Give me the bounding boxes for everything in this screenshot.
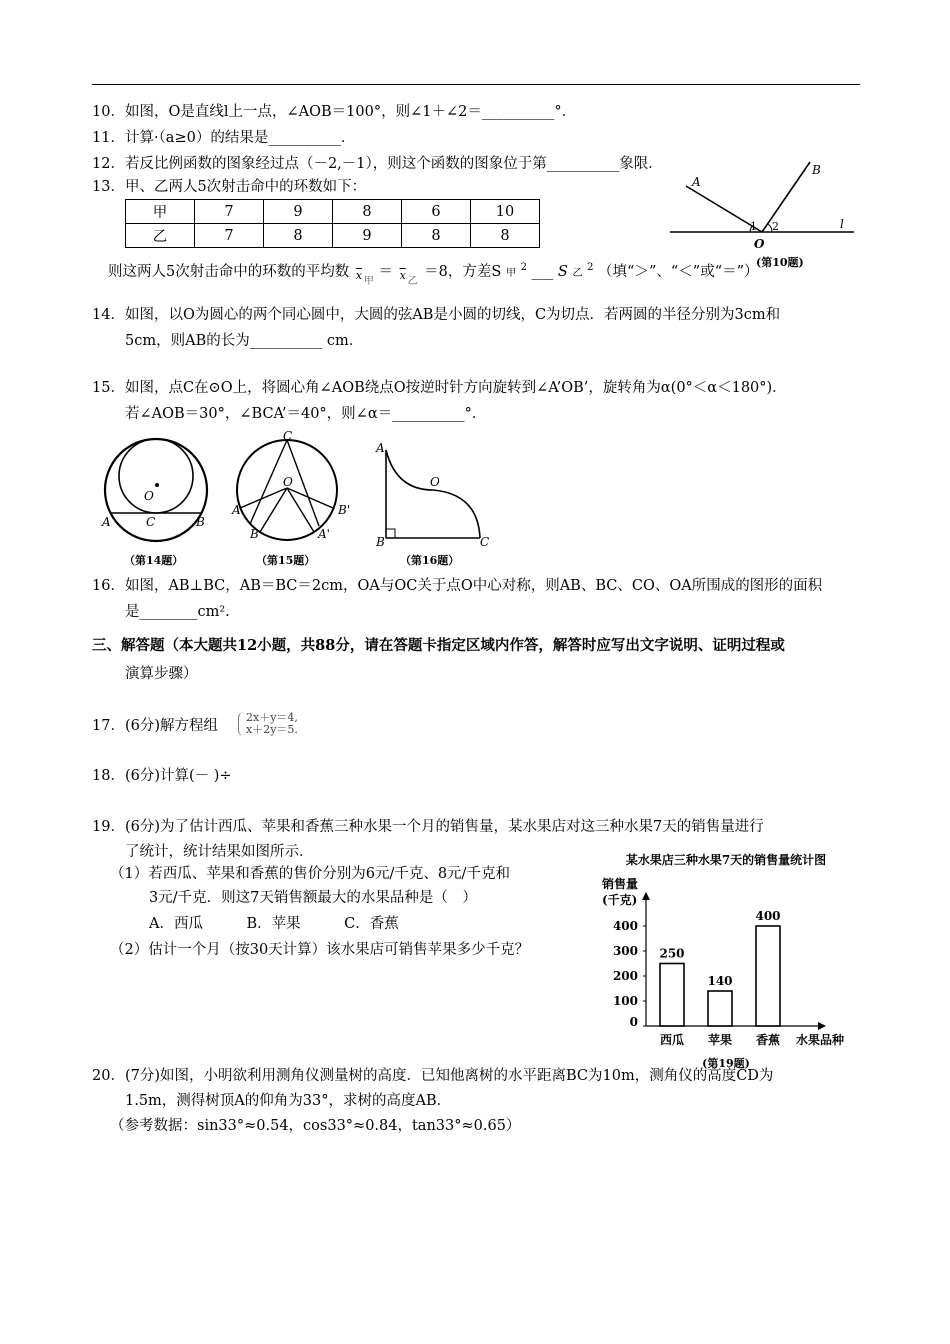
bar-value-label: 140 (707, 974, 733, 988)
label-A-prime: A' (318, 527, 330, 541)
section-3-heading: 三、解答题（本大题共12小题，共88分，请在答题卡指定区域内作答，解答时应写出文字说明、证明过程或 (92, 637, 785, 654)
y-tick-label: 0 (629, 1015, 638, 1029)
question-19-line2: 了统计，统计结果如图所示． (125, 844, 314, 860)
category-label: 西瓜 (659, 1033, 685, 1047)
y-tick-label: 100 (612, 994, 638, 1008)
label-A: A (692, 175, 701, 189)
label-C: C (146, 515, 156, 529)
table-cell: 9 (264, 200, 333, 224)
question-19-options: A．西瓜 B．苹果 C．香蕉 (149, 916, 399, 932)
question-15-line1: 15．如图，点C在⊙O上，将圆心角∠AOB绕点O按逆时针方向旋转到∠A’OB’，旋转角为α(0°＜α＜180°)． (92, 380, 787, 396)
bar (708, 991, 732, 1026)
label-O: O (430, 475, 440, 489)
table-cell: 8 (333, 200, 402, 224)
y-tick-label: 300 (612, 944, 638, 958)
y-axis-label: 销售量 (602, 877, 639, 891)
caption-fig15: （第15题） (256, 554, 316, 567)
label-A: A (102, 515, 111, 529)
question-16-line1: 16．如图，AB⊥BC，AB＝BC＝2cm，OA与OC关于点O中心对称，则AB、BC、CO、OA所围成的图形的面积 (92, 578, 823, 594)
question-14-line1: 14．如图，以O为圆心的两个同心圆中，大圆的弦AB是小圆的切线，C为切点．若两圆的半径分别为3cm和 (92, 307, 781, 323)
figure-14 (101, 439, 207, 567)
chart-caption: (第19题) (702, 1057, 750, 1070)
question-19-line1: 19．(6分)为了估计西瓜、苹果和香蕉三种水果一个月的销售量，某水果店对这三种水果7天的销售量进行 (92, 819, 764, 835)
figures-row (100, 428, 520, 576)
table-cell: 8 (471, 224, 540, 248)
question-10: 10．如图，O是直线l上一点，∠AOB＝100°，则∠1＋∠2＝__________°． (92, 104, 577, 120)
section-3-heading-cont: 演算步骤） (125, 666, 198, 682)
figure-10 (668, 150, 858, 270)
label-B: B (812, 163, 821, 177)
label-C: C (283, 429, 293, 443)
question-14-line2: 5cm，则AB的长为__________ cm． (125, 333, 364, 349)
question-13-conclusion: 则这两人5次射击命中的环数的平均数 $\overline{x}$ 甲 ＝ $\overline{x}$ 乙 ＝8，方差S 甲 $^2$ ___ S 乙 $^2$ （填“＞”、“＜”或“＝”） (108, 262, 759, 287)
question-16-line2: 是________cm². (125, 604, 230, 620)
table-row (126, 200, 540, 224)
y-tick-label: 200 (612, 969, 638, 983)
label-A: A (376, 441, 385, 455)
label-angle-2: 2 (772, 220, 779, 233)
y-axis-arrow (642, 892, 650, 900)
question-18: 18．(6分)计算(－ )÷ (92, 768, 232, 784)
question-20-line3: （参考数据：sin33°≈0.54，cos33°≈0.84，tan33°≈0.65） (110, 1118, 521, 1134)
figure-16 (375, 441, 489, 567)
label-A: A (232, 503, 241, 517)
label-C: C (480, 535, 490, 549)
question-20-line1: 20．(7分)如图，小明欲利用测角仪测量树的高度．已知他离树的水平距离BC为10m，测角仪的高度CD为 (92, 1068, 774, 1084)
label-B: B (196, 515, 205, 529)
category-label: 苹果 (707, 1033, 733, 1047)
header-rule (92, 84, 860, 85)
question-13-intro: 13．甲、乙两人5次射击命中的环数如下： (92, 179, 367, 195)
y-axis-unit: (千克) (602, 893, 638, 907)
label-l: l (840, 217, 844, 231)
equation-1: 2x＋y＝4, (246, 711, 298, 724)
bar-chart (596, 846, 858, 1072)
mean-x-yi: $\overline{x}$ (399, 269, 406, 282)
table-cell: 8 (264, 224, 333, 248)
bar (660, 964, 684, 1027)
label-O: O (283, 475, 293, 489)
table-cell: 9 (333, 224, 402, 248)
table-cell: 乙 (126, 224, 195, 248)
category-label: 香蕉 (755, 1033, 781, 1047)
table-row (126, 224, 540, 248)
label-B: B (376, 535, 385, 549)
caption-fig10: (第10题) (756, 256, 804, 269)
x-axis-label: 水果品种 (796, 1033, 845, 1047)
table-cell: 10 (471, 200, 540, 224)
question-19-part1-a: （1）若西瓜、苹果和香蕉的售价分别为6元/千克、8元/千克和 (110, 866, 510, 882)
question-19-part1-b: 3元/千克．则这7天销售额最大的水果品种是（ ） (149, 890, 477, 906)
x-axis-arrow (818, 1022, 826, 1030)
figure-15 (231, 429, 350, 567)
shooting-table (125, 199, 540, 248)
question-15-line2: 若∠AOB＝30°，∠BCA’＝40°，则∠α＝__________°． (125, 406, 487, 422)
label-O: O (754, 237, 765, 251)
mean-x-jia: $\overline{x}$ (355, 269, 363, 282)
table-cell: 6 (402, 200, 471, 224)
bar-value-label: 400 (755, 909, 781, 923)
question-20-line2: 1.5m，测得树顶A的仰角为33°，求树的高度AB． (125, 1093, 452, 1109)
chart-title: 某水果店三种水果7天的销售量统计图 (625, 853, 827, 867)
label-B: B (250, 527, 259, 541)
question-17: 17．(6分)解方程组 (92, 718, 218, 734)
bar (756, 926, 780, 1026)
question-19-part2: （2）估计一个月（按30天计算）该水果店可销售苹果多少千克？ (110, 942, 530, 958)
ray-OB (762, 162, 810, 232)
question-12: 12．若反比例函数的图象经过点（－2,－1），则这个函数的图象位于第__________象限． (92, 156, 663, 172)
label-B-prime: B' (338, 503, 351, 517)
table-cell: 7 (195, 200, 264, 224)
table-cell: 甲 (126, 200, 195, 224)
label-angle-1: 1 (750, 220, 757, 233)
y-tick-label: 400 (612, 919, 638, 933)
caption-fig16: （第16题） (400, 554, 460, 567)
table-cell: 7 (195, 224, 264, 248)
equation-2: x＋2y＝5. (246, 723, 298, 736)
question-11: 11．计算·（a≥0）的结果是__________． (92, 130, 356, 146)
bar-value-label: 250 (659, 946, 685, 961)
caption-fig14: （第14题） (124, 554, 184, 567)
label-O: O (144, 489, 154, 503)
table-cell: 8 (402, 224, 471, 248)
